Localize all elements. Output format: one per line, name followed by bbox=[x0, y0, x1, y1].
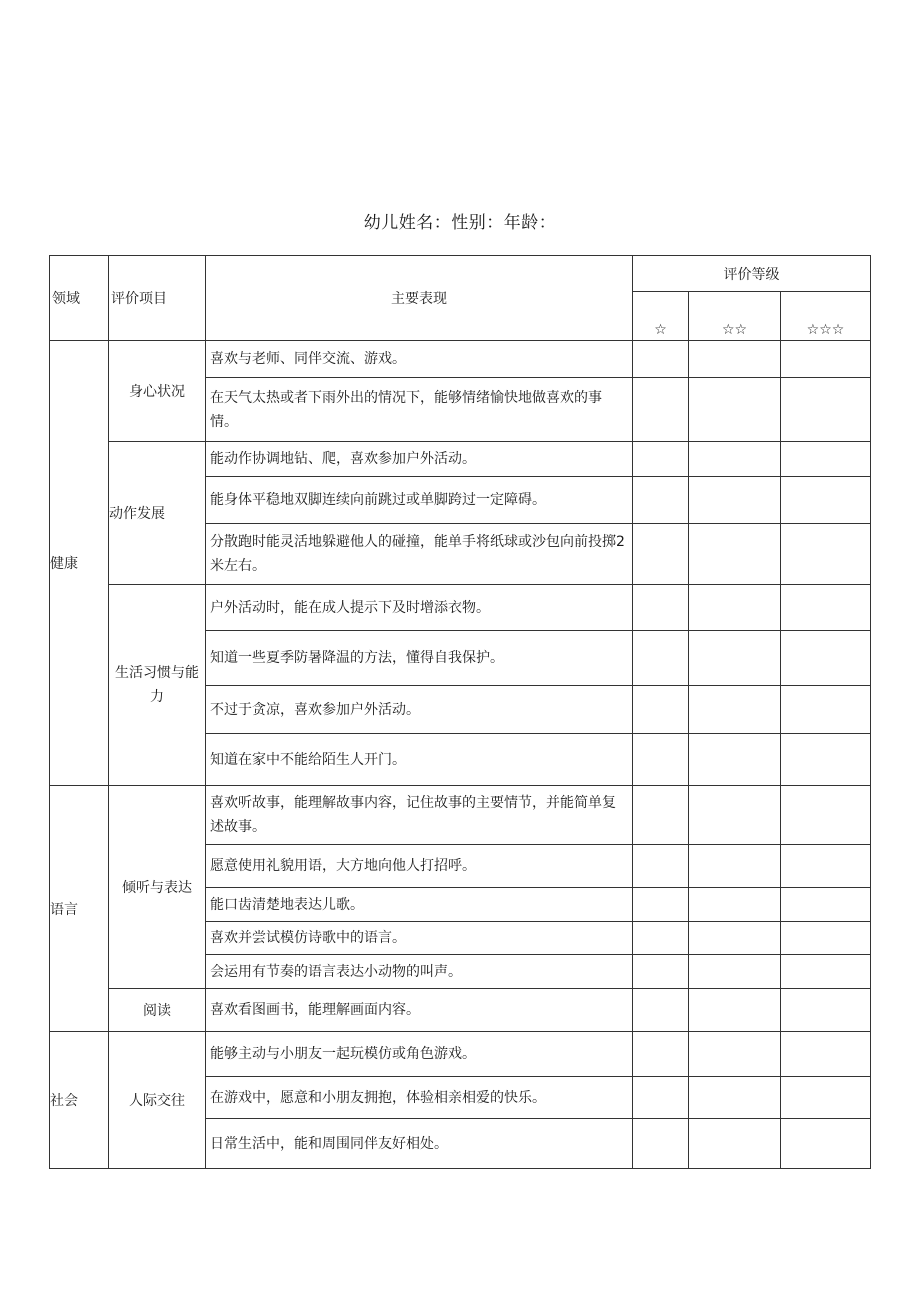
performance-cell: 喜欢与老师、同伴交流、游戏。 bbox=[206, 341, 633, 378]
rating-cell[interactable] bbox=[689, 585, 781, 631]
performance-cell: 喜欢看图画书，能理解画面内容。 bbox=[206, 989, 633, 1032]
performance-cell: 喜欢并尝试模仿诗歌中的语言。 bbox=[206, 922, 633, 955]
rating-cell[interactable] bbox=[633, 378, 689, 442]
rating-cell[interactable] bbox=[781, 922, 871, 955]
rating-cell[interactable] bbox=[689, 888, 781, 922]
rating-cell[interactable] bbox=[633, 989, 689, 1032]
rating-cell[interactable] bbox=[689, 922, 781, 955]
rating-cell[interactable] bbox=[781, 378, 871, 442]
header-performance: 主要表现 bbox=[206, 256, 633, 341]
rating-cell[interactable] bbox=[633, 786, 689, 845]
rating-cell[interactable] bbox=[633, 341, 689, 378]
rating-cell[interactable] bbox=[633, 845, 689, 888]
rating-cell[interactable] bbox=[633, 477, 689, 524]
rating-cell[interactable] bbox=[633, 442, 689, 477]
rating-cell[interactable] bbox=[781, 786, 871, 845]
rating-cell[interactable] bbox=[781, 888, 871, 922]
rating-cell[interactable] bbox=[781, 1032, 871, 1077]
rating-cell[interactable] bbox=[689, 442, 781, 477]
header-three-stars: ☆☆☆ bbox=[781, 292, 871, 341]
rating-cell[interactable] bbox=[633, 524, 689, 585]
rating-cell[interactable] bbox=[781, 734, 871, 786]
rating-cell[interactable] bbox=[689, 989, 781, 1032]
item-motor: 动作发展 bbox=[109, 442, 206, 585]
performance-cell: 在天气太热或者下雨外出的情况下，能够情绪愉快地做喜欢的事情。 bbox=[206, 378, 633, 442]
header-item: 评价项目 bbox=[109, 256, 206, 341]
rating-cell[interactable] bbox=[633, 922, 689, 955]
rating-cell[interactable] bbox=[781, 955, 871, 989]
rating-cell[interactable] bbox=[689, 1119, 781, 1169]
performance-cell: 日常生活中，能和周围同伴友好相处。 bbox=[206, 1119, 633, 1169]
rating-cell[interactable] bbox=[633, 631, 689, 686]
header-two-stars: ☆☆ bbox=[689, 292, 781, 341]
domain-social: 社会 bbox=[50, 1032, 109, 1169]
rating-cell[interactable] bbox=[633, 1119, 689, 1169]
rating-cell[interactable] bbox=[781, 631, 871, 686]
rating-cell[interactable] bbox=[633, 585, 689, 631]
item-body-mind: 身心状况 bbox=[109, 341, 206, 442]
performance-cell: 不过于贪凉，喜欢参加户外活动。 bbox=[206, 686, 633, 734]
performance-cell: 分散跑时能灵活地躲避他人的碰撞，能单手将纸球或沙包向前投掷2米左右。 bbox=[206, 524, 633, 585]
rating-cell[interactable] bbox=[689, 845, 781, 888]
rating-cell[interactable] bbox=[781, 341, 871, 378]
rating-cell[interactable] bbox=[633, 734, 689, 786]
rating-cell[interactable] bbox=[689, 477, 781, 524]
performance-cell: 喜欢听故事，能理解故事内容，记住故事的主要情节，并能简单复述故事。 bbox=[206, 786, 633, 845]
rating-cell[interactable] bbox=[689, 1077, 781, 1119]
rating-cell[interactable] bbox=[689, 341, 781, 378]
rating-cell[interactable] bbox=[781, 845, 871, 888]
rating-cell[interactable] bbox=[781, 1077, 871, 1119]
evaluation-table bbox=[49, 255, 871, 1169]
domain-health: 健康 bbox=[50, 341, 109, 786]
performance-cell: 能动作协调地钻、爬，喜欢参加户外活动。 bbox=[206, 442, 633, 477]
rating-cell[interactable] bbox=[781, 477, 871, 524]
item-reading: 阅读 bbox=[109, 989, 206, 1032]
form-title: 幼儿姓名：性别：年龄： bbox=[363, 213, 557, 233]
rating-cell[interactable] bbox=[689, 786, 781, 845]
performance-cell: 知道一些夏季防暑降温的方法，懂得自我保护。 bbox=[206, 631, 633, 686]
performance-cell: 能身体平稳地双脚连续向前跳过或单脚跨过一定障碍。 bbox=[206, 477, 633, 524]
rating-cell[interactable] bbox=[689, 1032, 781, 1077]
rating-cell[interactable] bbox=[689, 631, 781, 686]
performance-cell: 在游戏中，愿意和小朋友拥抱，体验相亲相爱的快乐。 bbox=[206, 1077, 633, 1119]
performance-cell: 能够主动与小朋友一起玩模仿或角色游戏。 bbox=[206, 1032, 633, 1077]
item-listen-speak: 倾听与表达 bbox=[109, 786, 206, 989]
performance-cell: 户外活动时，能在成人提示下及时增添衣物。 bbox=[206, 585, 633, 631]
rating-cell[interactable] bbox=[633, 955, 689, 989]
rating-cell[interactable] bbox=[781, 524, 871, 585]
performance-cell: 知道在家中不能给陌生人开门。 bbox=[206, 734, 633, 786]
rating-cell[interactable] bbox=[633, 888, 689, 922]
rating-cell[interactable] bbox=[689, 734, 781, 786]
header-one-star: ☆ bbox=[633, 292, 689, 341]
rating-cell[interactable] bbox=[781, 1119, 871, 1169]
rating-cell[interactable] bbox=[689, 378, 781, 442]
rating-cell[interactable] bbox=[633, 686, 689, 734]
rating-cell[interactable] bbox=[781, 585, 871, 631]
rating-cell[interactable] bbox=[689, 524, 781, 585]
rating-cell[interactable] bbox=[781, 442, 871, 477]
performance-cell: 能口齿清楚地表达儿歌。 bbox=[206, 888, 633, 922]
rating-cell[interactable] bbox=[781, 989, 871, 1032]
performance-cell: 愿意使用礼貌用语，大方地向他人打招呼。 bbox=[206, 845, 633, 888]
item-habits: 生活习惯与能力 bbox=[109, 585, 206, 786]
domain-language: 语言 bbox=[50, 786, 109, 1032]
performance-cell: 会运用有节奏的语言表达小动物的叫声。 bbox=[206, 955, 633, 989]
rating-cell[interactable] bbox=[633, 1032, 689, 1077]
rating-cell[interactable] bbox=[781, 686, 871, 734]
rating-cell[interactable] bbox=[689, 686, 781, 734]
rating-cell[interactable] bbox=[689, 955, 781, 989]
header-rating: 评价等级 bbox=[633, 256, 871, 292]
item-interpersonal: 人际交往 bbox=[109, 1032, 206, 1169]
rating-cell[interactable] bbox=[633, 1077, 689, 1119]
header-domain: 领域 bbox=[50, 256, 109, 341]
